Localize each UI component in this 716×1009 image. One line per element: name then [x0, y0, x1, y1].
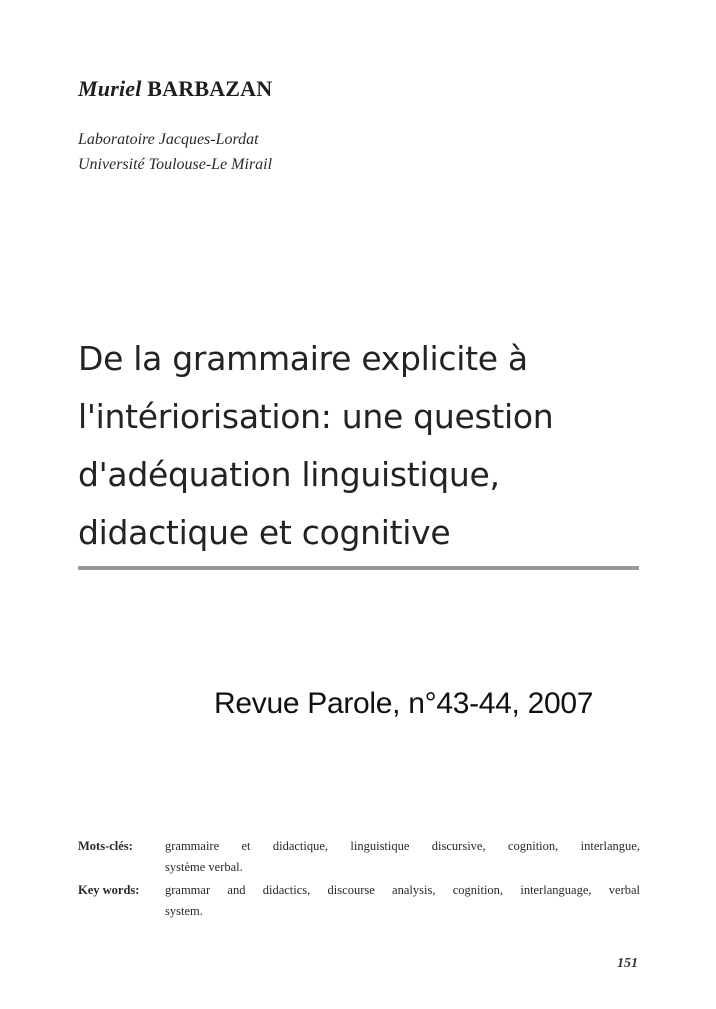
affiliation-lab: Laboratoire Jacques-Lordat: [78, 131, 259, 148]
title-line: l'intériorisation: une question: [78, 397, 554, 436]
keywords-french-text: [165, 836, 640, 878]
keywords-english-line: system.: [165, 904, 203, 918]
keywords-french-line: système verbal.: [165, 860, 243, 874]
keywords-english-line: grammar and didactics, discourse analysis, cognition, interlanguage, verbal: [165, 883, 640, 897]
title-line: didactique et cognitive: [78, 513, 451, 552]
author-first-name: Muriel: [78, 76, 142, 101]
keywords-english-label: Key words:: [78, 883, 140, 897]
title-divider: [78, 566, 639, 570]
keywords-english-text: [165, 880, 640, 922]
keywords-french: [78, 836, 640, 878]
page-number: 151: [617, 956, 638, 971]
source-citation: Revue Parole, n°43-44, 2007: [214, 687, 594, 720]
keywords-english: [78, 880, 640, 922]
keywords-french-label: Mots-clés:: [78, 839, 133, 853]
title-line: De la grammaire explicite à: [78, 339, 528, 378]
keywords-french-line: grammaire et didactique, linguistique discursive, cognition, interlangue,: [165, 839, 640, 853]
author-surname: BARBAZAN: [147, 76, 273, 101]
title-line: d'adéquation linguistique,: [78, 455, 500, 494]
affiliation-university: Université Toulouse-Le Mirail: [78, 156, 273, 173]
article-title: [78, 330, 658, 562]
author-name: [78, 76, 272, 102]
